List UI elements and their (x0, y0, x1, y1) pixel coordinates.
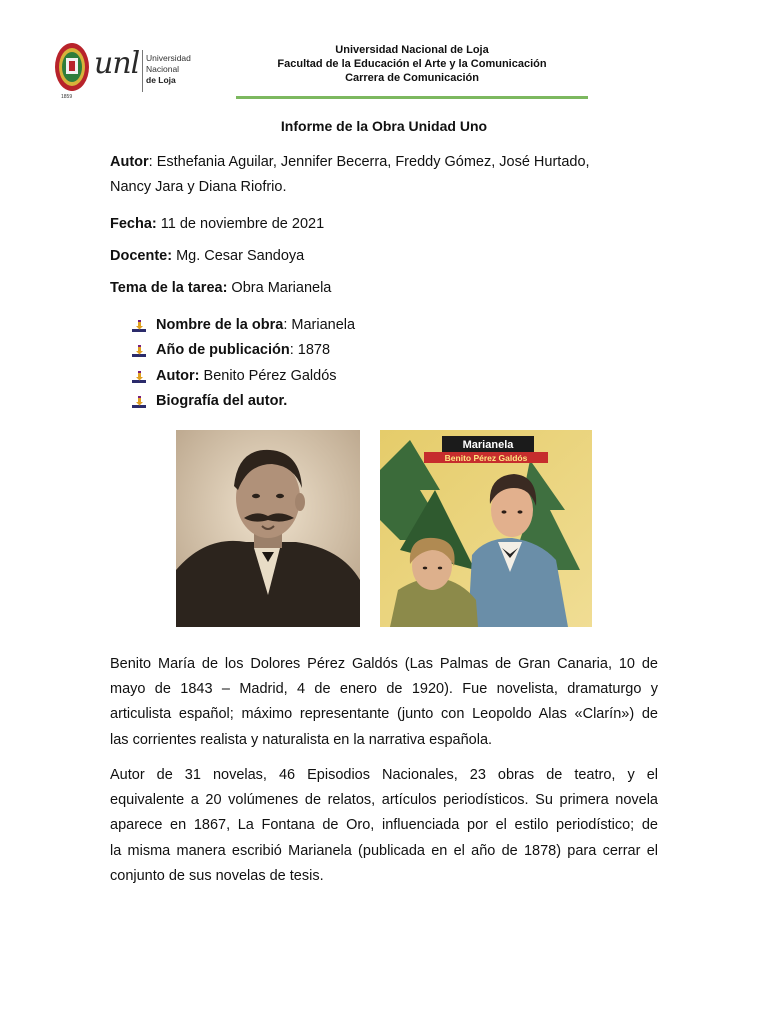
header-divider (236, 96, 588, 99)
topic-line (110, 280, 331, 296)
author-label: Autor (110, 154, 149, 170)
list-item-label: Nombre de la obra (156, 317, 284, 333)
book-cover-author: Benito Pérez Galdós (444, 453, 528, 463)
teacher-value: Mg. Cesar Sandoya (172, 248, 305, 264)
list-item-label: Biografía del autor. (156, 392, 288, 409)
unl-wordmark: unl (94, 46, 140, 81)
book-cover-title: Marianela (462, 439, 514, 451)
paragraph-line: articulista español; máximo representante (junto con Leopoldo Alas «Clarín») de (110, 706, 658, 723)
logo-line-2: Nacional (146, 64, 180, 74)
logo-divider (142, 50, 143, 92)
header-university: Universidad Nacional de Loja (335, 44, 489, 56)
topic-value: Obra Marianela (227, 280, 332, 296)
logo-text (146, 53, 191, 86)
pencil-icon (132, 371, 148, 383)
date-value: 11 de noviembre de 2021 (156, 216, 325, 232)
logo-line-1: Universidad (146, 53, 191, 63)
author-portrait-image (176, 430, 360, 627)
paragraph-line: Autor de 31 novelas, 46 Episodios Nacionales, 23 obras de teatro, y el (110, 767, 658, 783)
pencil-icon (132, 320, 148, 332)
list-item (132, 316, 355, 341)
list-item-label: Autor: (156, 367, 200, 384)
biography-paragraph-2 (110, 763, 658, 889)
pencil-icon (132, 345, 148, 357)
work-details-list (132, 316, 355, 417)
paragraph-line: equivalente a 20 volúmenes de relatos, artículos periodísticos. Su primera novela (110, 792, 658, 809)
paragraph-line: conjunto de sus novelas de tesis. (110, 867, 324, 884)
logo-line-3: de Loja (146, 75, 176, 85)
header-faculty: Facultad de la Educación el Arte y la Comunicación (277, 58, 547, 70)
date-line (110, 216, 324, 232)
list-item-value: : Marianela (283, 317, 356, 333)
book-cover-image (380, 430, 592, 627)
paragraph-line: la misma manera escribió Marianela (publicada en el año de 1878) para cerrar el (110, 842, 658, 859)
paragraph-line: las corrientes realista y naturalista en la narrativa española. (110, 731, 493, 748)
list-item-value: Benito Pérez Galdós (199, 367, 337, 384)
list-item (132, 341, 355, 366)
list-item (132, 367, 355, 392)
document-title: Informe de la Obra Unidad Uno (280, 118, 488, 134)
paragraph-line: mayo de 1843 – Madrid, 4 de enero de 1920). Fue novelista, dramaturgo y (110, 681, 658, 698)
author-line (110, 154, 590, 170)
pencil-icon (132, 396, 148, 408)
list-item (132, 392, 355, 417)
author-value: : Esthefania Aguilar, Jennifer Becerra, Freddy Gómez, José Hurtado, (148, 154, 590, 170)
teacher-label: Docente: (110, 248, 173, 264)
list-item-label: Año de publicación (156, 342, 290, 359)
header-career: Carrera de Comunicación (345, 72, 479, 84)
teacher-line (110, 248, 304, 264)
paragraph-line: aparece en 1867, La Fontana de Oro, influenciada por el estilo periodístico; de (110, 817, 658, 834)
topic-label: Tema de la tarea: (110, 280, 228, 296)
seal-year: 1859 (61, 94, 73, 100)
biography-paragraph-1 (110, 652, 658, 753)
paragraph-line: Benito María de los Dolores Pérez Galdós (Las Palmas de Gran Canaria, 10 de (110, 656, 658, 672)
list-item-value: : 1878 (289, 342, 331, 359)
document-header (236, 43, 588, 85)
author-line-2: Nancy Jara y Diana Riofrio. (110, 179, 287, 195)
university-logo (54, 40, 194, 102)
university-seal-icon (54, 42, 90, 92)
date-label: Fecha: (110, 216, 157, 232)
